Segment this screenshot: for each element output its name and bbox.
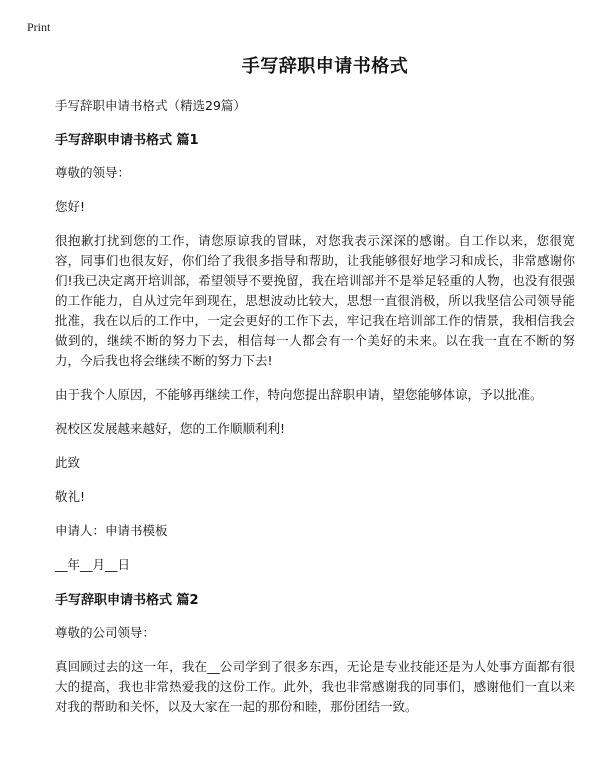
section-1-date: __年__月__日 [55, 557, 131, 572]
section-1-applicant: 申请人：申请书模板 [55, 523, 168, 538]
section-1-paragraph-2: 由于我个人原因，不能够再继续工作，特向您提出辞职申请，望您能够体谅，予以批准。 [55, 387, 543, 402]
section-1-paragraph-3: 祝校区发展越来越好，您的工作顺顺利利! [55, 421, 286, 436]
section-1-closing-1: 此致 [55, 455, 81, 470]
section-1-closing-2: 敬礼! [55, 489, 86, 504]
document-subtitle: 手写辞职申请书格式（精选29篇） [55, 98, 246, 113]
print-link[interactable]: Print [27, 20, 51, 34]
section-2-salutation: 尊敬的公司领导： [55, 625, 156, 640]
section-1-greeting: 您好! [55, 199, 86, 214]
document-body [55, 52, 575, 731]
section-2-paragraph-1: 真回顾过去的这一年，我在__公司学到了很多东西，无论是专业技能还是为人处事方面都有很大的提高，我也非常热爱我的这份工作。此外，我也非常感谢我的同事们，感谢他们一直以来对我的帮助和关怀，以及大家在一起的那份和睦，那份团结一致。 [55, 659, 575, 714]
section-2-title: 手写辞职申请书格式 篇2 [55, 593, 199, 608]
section-1-title: 手写辞职申请书格式 篇1 [55, 133, 199, 148]
document-title: 手写辞职申请书格式 [241, 56, 409, 77]
section-1-paragraph-1: 很抱歉打扰到您的工作，请您原谅我的冒昧，对您我表示深深的感谢。自工作以来，您很宽容，同事们也很友好，你们给了我很多指导和帮助，让我能够很好地学习和成长，非常感谢你们!我已决定离开培训部，希望领导不要挽留，我在培训部并不是举足轻重的人物，也没有很强的工作能力，自从过完年到现在，思想波动比较大，思想一直很消极，所以我坚信公司领导能批准，我在以后的工作中，一定会更好的工作下去，牢记我在培训部工作的情景，我相信我会做到的，继续不断的努力下去，相信每一人都会有一个美好的未来。以在我一直在不断的努力，今后我也将会继续不断的努力下去! [55, 233, 575, 368]
section-1-salutation: 尊敬的领导： [55, 165, 131, 180]
